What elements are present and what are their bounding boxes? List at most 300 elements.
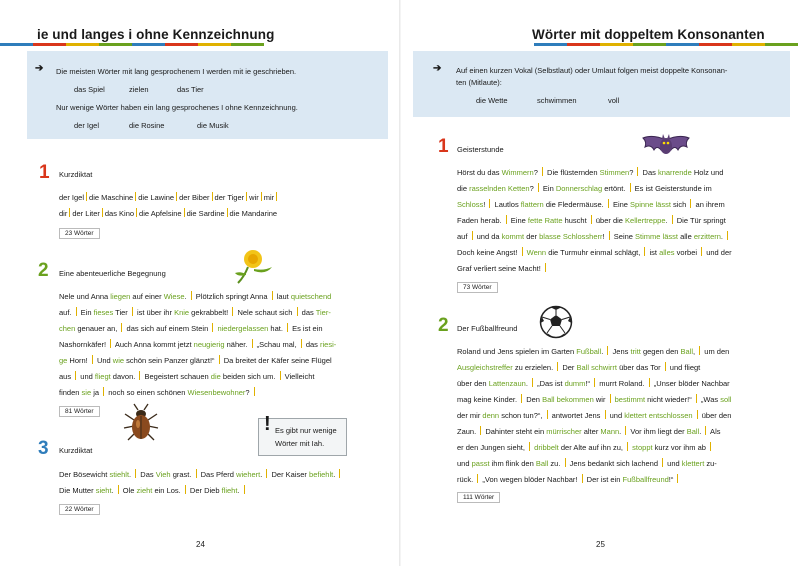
word: das Kino <box>104 209 135 218</box>
highlighted-word: Wimmern <box>501 168 534 177</box>
text-segment: ? <box>245 388 252 397</box>
word-separator <box>594 378 595 387</box>
page-number: 25 <box>596 540 605 549</box>
word-separator <box>557 362 558 371</box>
highlighted-word: chen <box>59 324 76 333</box>
rule-infobox <box>27 51 388 139</box>
highlighted-word: Lattenzaun <box>488 379 526 388</box>
page-number: 24 <box>196 540 205 549</box>
exclamation-icon: ! <box>264 413 271 435</box>
text-line <box>457 231 730 241</box>
word-count-badge: 111 Wörter <box>457 492 500 503</box>
text-segment: das sich auf einem Stein <box>124 324 211 333</box>
text-segment: Den <box>524 395 543 404</box>
text-segment: auf. <box>59 308 74 317</box>
word-separator <box>244 485 245 494</box>
word-separator <box>701 247 702 256</box>
text-segment: . <box>601 347 606 356</box>
text-segment: Das <box>640 168 658 177</box>
text-segment: „Von wegen blöder Nachbar! <box>480 475 580 484</box>
text-line <box>457 458 717 468</box>
text-segment: schön sein Panzer glänzt!“ <box>124 356 217 365</box>
word-separator <box>605 410 606 419</box>
text-segment: Auch Anna kommt jetzt <box>113 340 194 349</box>
text-line <box>457 215 726 225</box>
highlighted-word: Ball <box>680 347 694 356</box>
text-line <box>457 474 680 484</box>
example-word: der Igel <box>74 121 100 130</box>
word: die Lawine <box>138 193 175 202</box>
word-separator <box>710 442 711 451</box>
text-line <box>59 291 331 301</box>
word: die Apfelsine <box>139 209 182 218</box>
highlighted-word: Ball <box>686 427 700 436</box>
text-line <box>59 387 257 397</box>
word: mir <box>263 193 275 202</box>
word: die Maschine <box>89 193 134 202</box>
text-segment: er den Jungen sieht, <box>457 443 528 452</box>
text-segment: hat. <box>268 324 286 333</box>
page-title: ie und langes i ohne Kennzeichnung <box>37 27 275 42</box>
word-separator <box>697 410 698 419</box>
word-separator <box>301 339 302 348</box>
text-segment: Die Tür springt <box>674 216 726 225</box>
text-segment: Und <box>94 356 113 365</box>
word-separator <box>266 469 267 478</box>
word-separator <box>135 192 136 201</box>
word-separator <box>280 371 281 380</box>
text-segment: Das Pferd <box>198 470 237 479</box>
word-separator <box>276 192 277 201</box>
text-segment: Nele und Anna <box>59 292 111 301</box>
highlighted-word: die <box>210 372 221 381</box>
word-count-badge: 22 Wörter <box>59 504 100 515</box>
word-separator <box>477 474 478 483</box>
text-segment: vorbei <box>674 248 700 257</box>
text-segment: . <box>699 427 704 436</box>
text-segment: ? <box>629 168 636 177</box>
text-segment: davon. <box>110 372 138 381</box>
text-segment: Die Mutter <box>59 486 96 495</box>
highlighted-word: tritt <box>630 347 641 356</box>
text-segment: an ihrem <box>693 200 725 209</box>
text-segment: . <box>619 427 624 436</box>
highlighted-word: Ausgleichstreffer <box>457 363 513 372</box>
text-segment: ja <box>91 388 102 397</box>
word-separator <box>489 199 490 208</box>
word: der Tiger <box>214 193 245 202</box>
highlighted-word: Ball <box>542 395 555 404</box>
word-separator <box>506 215 507 224</box>
word-separator <box>75 371 76 380</box>
rule-infobox <box>413 51 790 117</box>
highlighted-word: bekommen <box>556 395 594 404</box>
word-separator <box>672 215 673 224</box>
text-segment: zu- <box>704 459 717 468</box>
text-line <box>59 355 332 365</box>
word-separator <box>339 469 340 478</box>
exercise-title: Kurzdiktat <box>59 170 93 179</box>
text-segment: . <box>665 216 670 225</box>
text-segment: Es ist Geisterstunde im <box>632 184 712 193</box>
word-separator <box>521 394 522 403</box>
word-separator <box>625 426 626 435</box>
text-segment: Horn! <box>67 356 90 365</box>
highlighted-word: Stimme <box>635 232 661 241</box>
text-segment: über den <box>699 411 732 420</box>
highlighted-word: Ball <box>535 459 549 468</box>
text-segment: ist über ihr <box>134 308 175 317</box>
word-count-badge: 73 Wörter <box>457 282 498 293</box>
hint-text: Es gibt nur wenige <box>275 426 337 435</box>
text-segment: „Schau mal, <box>254 340 299 349</box>
text-segment: Begeistert schauen <box>142 372 211 381</box>
text-segment: !“ <box>668 475 676 484</box>
text-segment: alle <box>677 232 694 241</box>
text-segment: die Fledermäuse. <box>543 200 606 209</box>
word-separator <box>547 410 548 419</box>
text-line <box>59 323 323 333</box>
text-segment: antwortet Jens <box>549 411 603 420</box>
text-segment: . <box>129 470 134 479</box>
text-segment: und da <box>474 232 502 241</box>
word-separator <box>705 426 706 435</box>
word-count-badge: 23 Wörter <box>59 228 100 239</box>
word-separator <box>121 323 122 332</box>
text-segment: !“ <box>585 379 593 388</box>
text-segment: über den <box>457 379 489 388</box>
highlighted-word: zieht <box>136 486 153 495</box>
exercise-number: 1 <box>438 136 449 157</box>
text-segment: Das <box>138 470 156 479</box>
text-segment: alter <box>581 427 601 436</box>
highlighted-word: flattern <box>520 200 544 209</box>
highlighted-word: Stimmen <box>599 168 630 177</box>
word-separator <box>196 469 197 478</box>
word-separator <box>529 442 530 451</box>
text-line <box>457 247 732 257</box>
soccer-ball-illustration <box>539 305 573 339</box>
word-separator <box>665 362 666 371</box>
right-page <box>400 0 800 566</box>
word-separator <box>480 426 481 435</box>
text-segment: ! <box>483 200 488 209</box>
text-segment: und <box>457 459 472 468</box>
exercise-number: 2 <box>38 260 49 281</box>
example-word: die Rosine <box>129 121 165 130</box>
highlighted-word: Kellertreppe <box>625 216 666 225</box>
example-word: das Tier <box>177 85 204 94</box>
word-separator <box>690 199 691 208</box>
text-segment: finden <box>59 388 82 397</box>
highlighted-word: Spinne <box>630 200 654 209</box>
text-segment: laut <box>274 292 291 301</box>
text-line <box>457 167 723 177</box>
highlighted-word: dumm <box>564 379 586 388</box>
text-segment: Vor ihm liegt der <box>628 427 687 436</box>
word: dir <box>59 209 68 218</box>
text-line <box>457 394 731 404</box>
highlighted-word: klettert <box>681 459 705 468</box>
text-segment: Faden herab. <box>457 216 504 225</box>
exercise-title: Eine abenteuerliche Begegnung <box>59 269 166 278</box>
text-line <box>457 263 548 273</box>
word-separator <box>662 458 663 467</box>
highlighted-word: fliegt <box>94 372 111 381</box>
text-segment: Es ist ein <box>290 324 323 333</box>
text-segment: ? <box>529 184 536 193</box>
word: die Sardine <box>186 209 225 218</box>
word-separator <box>261 192 262 201</box>
highlighted-word: rasselnden Ketten <box>469 184 530 193</box>
highlighted-word: schwirrt <box>591 363 617 372</box>
text-line <box>457 378 730 388</box>
text-segment: . <box>184 292 189 301</box>
word-separator <box>727 231 728 240</box>
text-segment: Die flüsternden <box>544 168 600 177</box>
highlighted-word: Fußball <box>576 347 602 356</box>
word-separator <box>254 387 255 396</box>
word-separator <box>191 291 192 300</box>
text-segment: „Das ist <box>535 379 565 388</box>
word-separator <box>139 371 140 380</box>
exercise-number: 3 <box>38 438 49 459</box>
word-count-badge: 81 Wörter <box>59 406 100 417</box>
word-separator <box>212 323 213 332</box>
word-separator <box>185 485 186 494</box>
highlighted-word: lässt <box>655 200 671 209</box>
highlighted-word: passt <box>471 459 490 468</box>
highlighted-word: fette Ratte <box>527 216 563 225</box>
text-line <box>457 442 713 452</box>
text-line <box>59 307 331 317</box>
text-segment: Vielleicht <box>282 372 315 381</box>
word-separator <box>232 307 233 316</box>
text-segment: das <box>303 340 321 349</box>
word-separator <box>184 208 185 217</box>
text-line <box>457 346 729 356</box>
word-separator <box>76 307 77 316</box>
text-segment: Jens <box>610 347 631 356</box>
text-segment: . <box>720 232 726 241</box>
text-segment: Ole <box>120 486 137 495</box>
word-separator <box>627 442 628 451</box>
text-segment: . <box>260 470 265 479</box>
example-word: voll <box>608 96 620 105</box>
text-segment: grast. <box>170 470 194 479</box>
example-word: zielen <box>129 85 149 94</box>
text-segment: , <box>693 347 698 356</box>
word-separator <box>630 183 631 192</box>
hint-box <box>258 413 347 456</box>
text-segment: und <box>607 411 625 420</box>
text-segment: Hörst du das <box>457 168 502 177</box>
example-word: die Wette <box>476 96 508 105</box>
text-segment: Nashornkäfer! <box>59 340 109 349</box>
text-segment: Roland und Jens spielen im Garten <box>457 347 577 356</box>
text-segment: die <box>457 184 470 193</box>
text-segment: nicht wieder!“ <box>645 395 694 404</box>
text-segment: Seine <box>611 232 636 241</box>
word-separator <box>103 387 104 396</box>
text-segment: gegen den <box>640 347 681 356</box>
example-word: schwimmen <box>537 96 577 105</box>
text-segment: zu erzielen. <box>512 363 556 372</box>
highlighted-word: Vieh <box>155 470 171 479</box>
text-segment: „Unser blöder Nachbar <box>651 379 730 388</box>
text-segment: der <box>524 232 540 241</box>
text-line <box>457 199 725 209</box>
exercise-title: Kurzdiktat <box>59 446 93 455</box>
text-segment <box>693 411 695 420</box>
highlighted-word: fieses <box>93 308 114 317</box>
highlighted-word: Mann <box>600 427 620 436</box>
text-segment: huscht <box>562 216 589 225</box>
text-segment: sich <box>670 200 689 209</box>
word-separator <box>287 323 288 332</box>
text-segment: Tier <box>113 308 130 317</box>
text-segment: näher. <box>224 340 250 349</box>
highlighted-word: sieht <box>95 486 112 495</box>
arrow-right-icon: ➔ <box>35 63 44 74</box>
word-separator <box>565 458 566 467</box>
text-segment: Der <box>560 363 577 372</box>
text-segment: ertönt. <box>602 184 628 193</box>
text-segment: zu. <box>548 459 563 468</box>
highlighted-word: klettert entschlossen <box>624 411 693 420</box>
word: die Mandarine <box>229 209 278 218</box>
exercise-number: 1 <box>39 162 50 183</box>
highlighted-word: mürrischer <box>546 427 582 436</box>
text-segment: Eine <box>508 216 528 225</box>
highlighted-word: blasse Schlossherr <box>539 232 603 241</box>
word-separator <box>136 208 137 217</box>
highlighted-word: quietschend <box>290 292 332 301</box>
highlighted-word: Wiesenbewohner <box>187 388 246 397</box>
word: wir <box>249 193 259 202</box>
hint-text: Wörter mit Iah. <box>275 439 325 448</box>
word: der Igel <box>59 193 85 202</box>
text-segment: der mir <box>457 411 483 420</box>
highlighted-word: stoppt <box>632 443 653 452</box>
word-separator <box>610 394 611 403</box>
text-segment: genauer an, <box>75 324 120 333</box>
highlighted-word: Schloss <box>457 200 484 209</box>
highlighted-word: Wenn <box>526 248 547 257</box>
text-segment: . <box>333 470 338 479</box>
text-segment: Doch keine Angst! <box>457 248 520 257</box>
word-separator <box>472 231 473 240</box>
highlighted-word: alles <box>659 248 675 257</box>
highlighted-word: Knie <box>174 308 190 317</box>
word-separator <box>102 208 103 217</box>
word-separator <box>86 192 87 201</box>
exercise-title: Geisterstunde <box>457 145 504 154</box>
word-separator <box>135 469 136 478</box>
text-line <box>59 371 314 381</box>
text-segment: Zaun. <box>457 427 479 436</box>
word-separator <box>644 247 645 256</box>
text-segment: Der Bösewicht <box>59 470 110 479</box>
word-separator <box>272 291 273 300</box>
highlighted-word: riesi- <box>320 340 337 349</box>
word-separator <box>252 339 253 348</box>
highlighted-word: kommt <box>501 232 525 241</box>
text-segment: Graf verliert seine Macht! <box>457 264 543 273</box>
word-separator <box>219 355 220 364</box>
word-separator <box>609 231 610 240</box>
text-segment: murrt Roland. <box>597 379 647 388</box>
highlighted-word: dribbelt <box>534 443 559 452</box>
text-segment: und <box>78 372 95 381</box>
text-segment: beiden sich um. <box>220 372 278 381</box>
text-segment: „Was <box>698 395 721 404</box>
highlighted-word: befiehlt <box>309 470 334 479</box>
highlighted-word: flieht <box>221 486 238 495</box>
text-line <box>59 208 277 218</box>
rule-text: ten (Mitlaute): <box>456 78 502 87</box>
word-separator <box>637 167 638 176</box>
text-segment: um den <box>702 347 730 356</box>
word-separator <box>110 339 111 348</box>
highlighted-word: Ball <box>576 363 590 372</box>
word-separator <box>696 394 697 403</box>
word-separator <box>532 378 533 387</box>
text-segment: ist <box>647 248 660 257</box>
highlighted-word: liegen <box>110 292 131 301</box>
bat-illustration <box>641 132 691 162</box>
arrow-right-icon: ➔ <box>433 63 442 74</box>
text-segment: Der Dieb <box>187 486 222 495</box>
text-line <box>457 410 731 420</box>
word-separator <box>542 167 543 176</box>
text-segment: Eine <box>610 200 631 209</box>
text-segment: und fliegt <box>667 363 701 372</box>
highlighted-word: bestimmt <box>614 395 646 404</box>
text-segment: Dahinter steht ein <box>483 427 547 436</box>
highlighted-word: niedergelassen <box>217 324 269 333</box>
text-segment: Lautlos <box>492 200 521 209</box>
word-separator <box>297 307 298 316</box>
title-color-stripe <box>0 43 264 46</box>
word-separator <box>212 192 213 201</box>
highlighted-word: Wiese <box>163 292 185 301</box>
text-segment: auf einer <box>130 292 164 301</box>
text-line <box>59 192 279 202</box>
text-segment: . <box>525 379 530 388</box>
text-segment: wir <box>593 395 608 404</box>
text-segment: Der Kaiser <box>269 470 310 479</box>
text-segment: Als <box>708 427 721 436</box>
highlighted-word: soll <box>720 395 732 404</box>
example-word: das Spiel <box>74 85 105 94</box>
word-separator <box>582 474 583 483</box>
text-segment: Plötzlich springt Anna <box>193 292 270 301</box>
exercise-title: Der Fußballfreund <box>457 324 518 333</box>
highlighted-word: denn <box>482 411 500 420</box>
word-separator <box>677 474 678 483</box>
word-separator <box>132 307 133 316</box>
text-segment: kurz vor ihm ab <box>652 443 709 452</box>
word-separator <box>69 208 70 217</box>
text-segment: und der <box>704 248 732 257</box>
text-segment: auf <box>457 232 470 241</box>
word-separator <box>545 263 546 272</box>
word-separator <box>227 208 228 217</box>
highlighted-word: knarrende <box>657 168 692 177</box>
text-segment: Holz und <box>691 168 724 177</box>
word-separator <box>92 355 93 364</box>
